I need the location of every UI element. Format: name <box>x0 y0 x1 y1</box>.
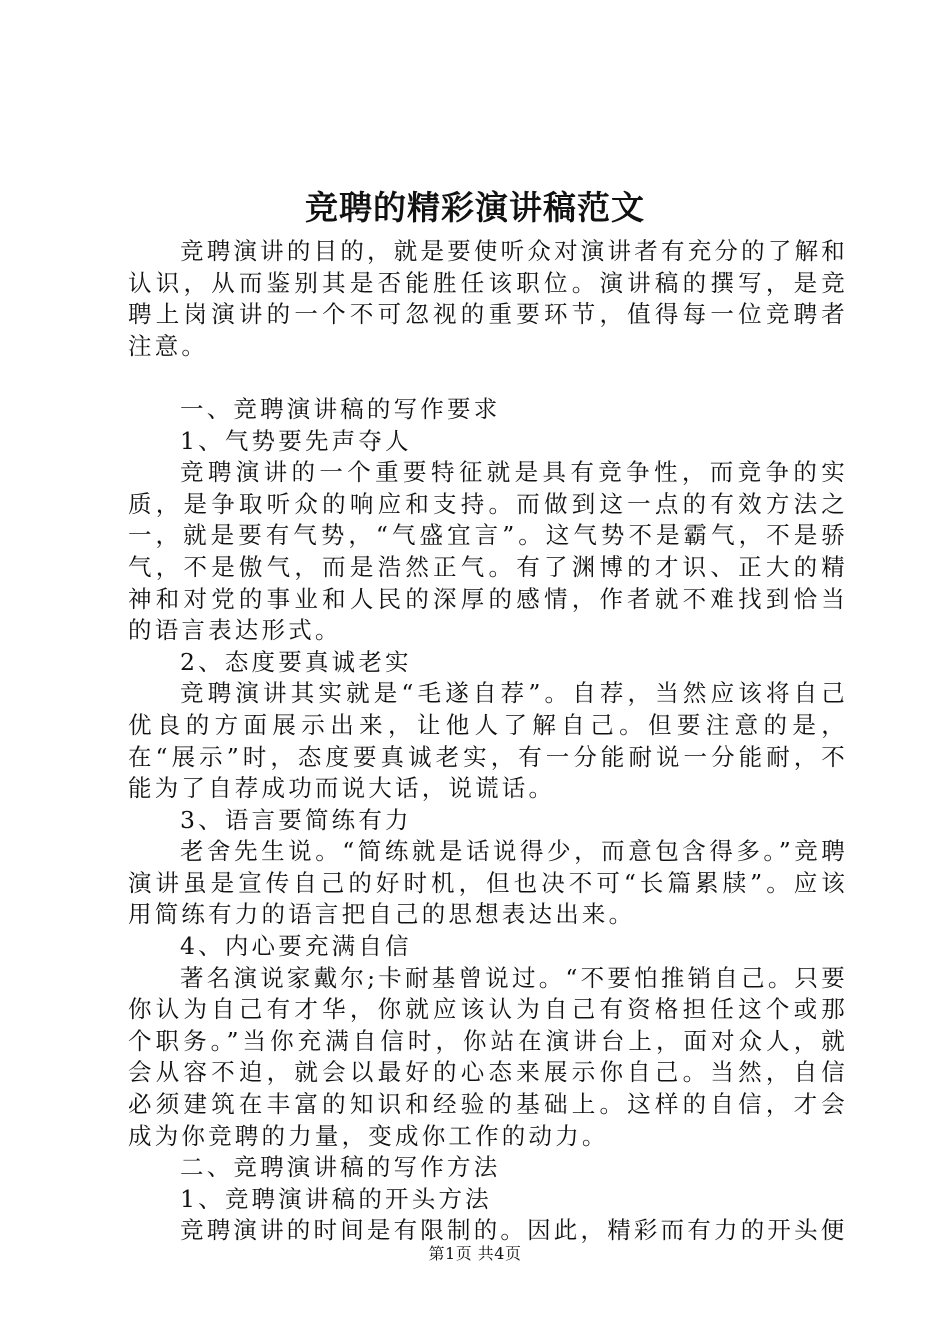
subheading-2: 2、态度要真诚老实 <box>180 647 412 676</box>
subheading-1: 1、气势要先声夺人 <box>180 426 412 455</box>
paragraph-intro: 竞聘演讲的目的，就是要使听众对演讲者有充分的了解和认识，从而鉴别其是否能胜任该职位。演讲稿的撰写，是竞聘上岗演讲的一个不可忽视的重要环节，值得每一位竞聘者注意。 <box>128 237 848 360</box>
document-title: 竞聘的精彩演讲稿范文 <box>305 188 645 227</box>
paragraph-1: 竞聘演讲的一个重要特征就是具有竞争性，而竞争的实质，是争取听众的响应和支持。而做到这一点的有效方法之一，就是要有气势，“气盛宜言”。这气势不是霸气，不是骄气，不是傲气，而是浩然正气。有了渊博的才识、正大的精神和对党的事业和人民的深厚的感情，作者就不难找到恰当的语言表达形式。 <box>128 458 848 645</box>
page-footer: 第1页 共4页 <box>428 1244 522 1263</box>
paragraph-4: 著名演说家戴尔;卡耐基曾说过。“不要怕推销自己。只要你认为自己有才华，你就应该认为自己有资格担任这个或那个职务。”当你充满自信时，你站在演讲台上，面对众人，就会从容不迫，就会以最好的心态来展示你自己。当然，自信必须建筑在丰富的知识和经验的基础上。这样的自信，才会成为你竞聘的力量，变成你工作的动力。 <box>128 963 848 1150</box>
subheading-5: 1、竞聘演讲稿的开头方法 <box>180 1184 492 1213</box>
paragraph-3: 老舍先生说。“简练就是话说得少，而意包含得多。”竞聘演讲虽是宣传自己的好时机，但也决不可“长篇累牍”。应该用简练有力的语言把自己的思想表达出来。 <box>128 837 848 929</box>
section-heading-2: 二、竞聘演讲稿的写作方法 <box>180 1153 501 1182</box>
subheading-4: 4、内心要充满自信 <box>180 932 412 961</box>
paragraph-5: 竞聘演讲的时间是有限制的。因此，精彩而有力的开头便 <box>180 1216 848 1245</box>
blank-line <box>128 362 848 394</box>
document-body <box>128 236 848 1247</box>
subheading-3: 3、语言要简练有力 <box>180 805 412 834</box>
section-heading-1: 一、竞聘演讲稿的写作要求 <box>180 394 501 423</box>
paragraph-2: 竞聘演讲其实就是“毛遂自荐”。自荐，当然应该将自己优良的方面展示出来，让他人了解自己。但要注意的是，在“展示”时，态度要真诚老实，有一分能耐说一分能耐，不能为了自荐成功而说大话，说谎话。 <box>128 679 848 803</box>
